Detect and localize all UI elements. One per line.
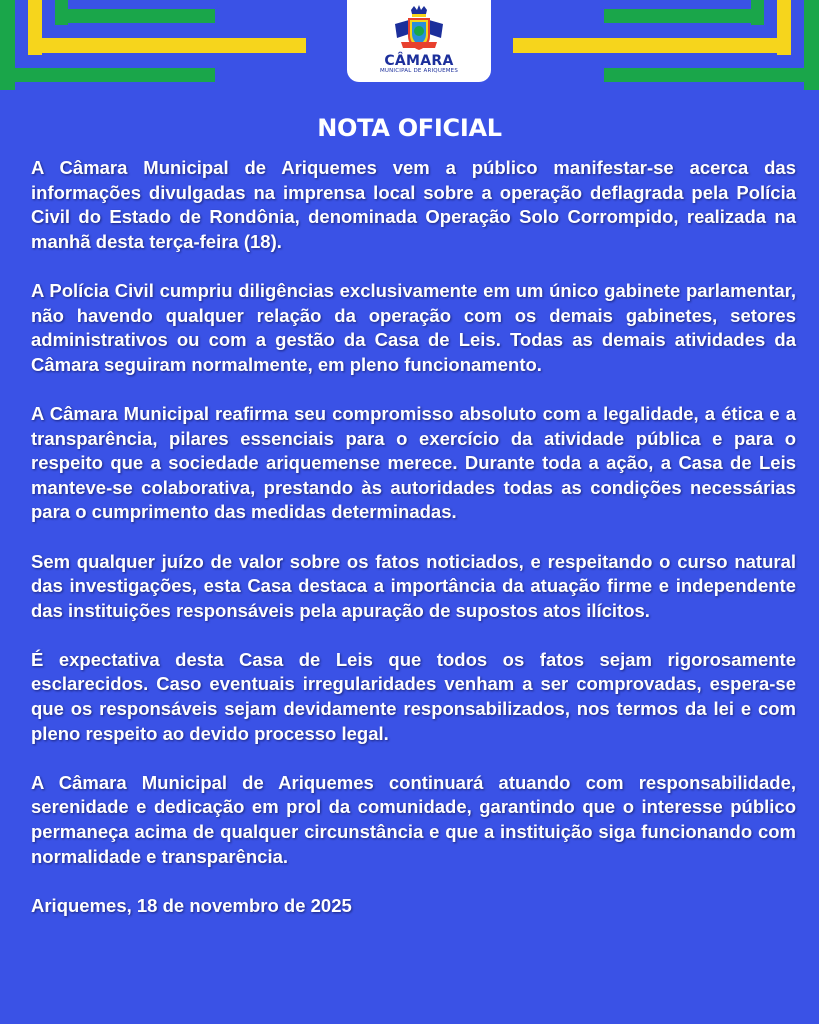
paragraph-5: É expectativa desta Casa de Leis que todos os fatos sejam rigorosamente esclarecidos. Caso eventuais irregularidades venham a ser comprovadas, espera-se que os responsáveis sejam devidamente responsabilizados, nos termos da lei e com pleno respeito ao devido processo legal.	[31, 648, 796, 744]
paragraph-1: A Câmara Municipal de Ariquemes vem a público manifestar-se acerca das informações divulgadas na imprensa local sobre a operação deflagrada pela Polícia Civil do Estado de Rondônia, denominada Operação Solo Corrompido, realizada na manhã desta terça-feira (18).	[31, 157, 796, 252]
city-coat-of-arms-icon	[391, 4, 447, 52]
camara-logo	[347, 0, 491, 82]
right-stripe-yellow-horizontal	[513, 38, 791, 53]
right-stripe-green-inner-horizontal	[604, 9, 764, 23]
left-stripe-yellow-horizontal	[28, 38, 306, 53]
left-stripe-green-inner-horizontal	[55, 9, 215, 23]
signature-date: Ariquemes, 18 de novembro de 2025	[31, 894, 352, 916]
paragraph-6: A Câmara Municipal de Ariquemes continuará atuando com responsabilidade, serenidade e dedicação em prol da comunidade, garantindo que o interesse público permaneça acima de qualquer circunstância e que a instituição siga funcionando com normalidade e transparência.	[31, 771, 796, 867]
note-body	[31, 156, 796, 918]
right-stripe-green-bottom	[604, 68, 819, 82]
left-stripe-green-bottom	[0, 68, 215, 82]
paragraph-2: A Polícia Civil cumpriu diligências exclusivamente em um único gabinete parlamentar, não havendo qualquer relação da operação com os demais gabinetes, setores administrativos ou com a gestão da Casa de Leis. Todas as demais atividades da Câmara seguiram normalmente, em pleno funcionamento.	[31, 279, 796, 375]
paragraph-3: A Câmara Municipal reafirma seu compromisso absoluto com a legalidade, a ética e a transparência, pilares essenciais para o exercício da atividade pública e para o respeito que a sociedade ariquemense merece. Durante toda a ação, a Casa de Leis manteve-se colaborativa, prestando às autoridades todas as condições necessárias para o cumprimento das medidas determinadas.	[31, 402, 796, 523]
page-title: NOTA OFICIAL	[317, 114, 502, 142]
logo-subtitle: MUNICIPAL DE ARIQUEMES	[379, 68, 459, 74]
paragraph-4: Sem qualquer juízo de valor sobre os fatos noticiados, e respeitando o curso natural das investigações, esta Casa destaca a importância da atuação firme e independente das instituições responsáveis pela apuração de supostos atos ilícitos.	[31, 550, 796, 621]
logo-name: CÂMARA	[384, 53, 454, 69]
